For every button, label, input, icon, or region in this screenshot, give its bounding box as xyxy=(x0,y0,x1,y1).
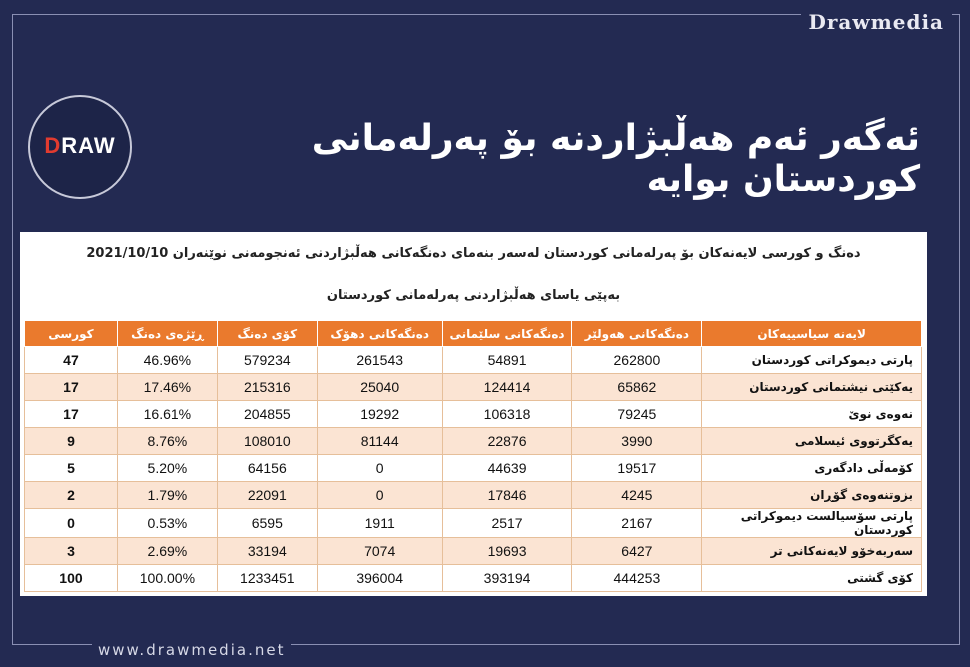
seats-cell: 0 xyxy=(25,509,118,538)
logo-word xyxy=(44,133,115,159)
total-votes-cell: 22091 xyxy=(217,482,317,509)
vote-share-cell: 8.76% xyxy=(117,428,217,455)
header-erbil: دەنگەکانی هەولێر xyxy=(572,321,702,347)
sheet-title: دەنگ و کورسی لایەنەکان بۆ پەرلەمانی کوردستان لەسەر بنەمای دەنگەکانی هەڵبژاردنی ئەنجومەنی نوێنەران 2021/10/10 xyxy=(86,246,861,261)
party-cell: یەکێتی نیشتمانی کوردستان xyxy=(702,374,922,401)
total-votes-cell: 108010 xyxy=(217,428,317,455)
header-duhok: دەنگەکانی دهۆک xyxy=(317,321,442,347)
erbil-cell: 65862 xyxy=(572,374,702,401)
header-vote-share: ڕێژەی دەنگ xyxy=(117,321,217,347)
results-table xyxy=(24,320,922,592)
table-row xyxy=(25,482,922,509)
total-votes-cell: 579234 xyxy=(217,347,317,374)
table-row xyxy=(25,374,922,401)
table-header-row xyxy=(25,321,922,347)
total-votes-cell: 64156 xyxy=(217,455,317,482)
logo-letters: RAW xyxy=(61,133,116,158)
seats-cell: 9 xyxy=(25,428,118,455)
erbil-cell: 79245 xyxy=(572,401,702,428)
header-party: لایەنە سیاسییەکان xyxy=(702,321,922,347)
results-sheet xyxy=(20,232,927,596)
vote-share-cell: 17.46% xyxy=(117,374,217,401)
sheet-subtitle: بەپێی یاسای هەڵبژاردنی پەرلەمانی کوردستان xyxy=(326,288,621,303)
total-votes-cell: 6595 xyxy=(217,509,317,538)
sulaymaniyah-cell: 22876 xyxy=(442,428,572,455)
logo-letter-d: D xyxy=(44,133,62,158)
draw-logo xyxy=(28,95,132,199)
erbil-cell: 6427 xyxy=(572,538,702,565)
duhok-cell: 396004 xyxy=(317,565,442,592)
seats-cell: 3 xyxy=(25,538,118,565)
duhok-cell: 1911 xyxy=(317,509,442,538)
sulaymaniyah-cell: 124414 xyxy=(442,374,572,401)
seats-cell: 17 xyxy=(25,401,118,428)
duhok-cell: 261543 xyxy=(317,347,442,374)
sulaymaniyah-cell: 19693 xyxy=(442,538,572,565)
erbil-cell: 2167 xyxy=(572,509,702,538)
vote-share-cell: 1.79% xyxy=(117,482,217,509)
seats-cell: 17 xyxy=(25,374,118,401)
table-row xyxy=(25,401,922,428)
party-cell: کۆی گشتی xyxy=(702,565,922,592)
brand-name: Drawmedia xyxy=(801,10,952,34)
duhok-cell: 25040 xyxy=(317,374,442,401)
party-cell: سەربەخۆو لایەنەکانی تر xyxy=(702,538,922,565)
duhok-cell: 81144 xyxy=(317,428,442,455)
sulaymaniyah-cell: 54891 xyxy=(442,347,572,374)
headline: ئەگەر ئەم هەڵبژاردنە بۆ پەرلەمانی کوردستان بوایە xyxy=(311,118,920,200)
table-row xyxy=(25,455,922,482)
total-votes-cell: 215316 xyxy=(217,374,317,401)
header-total-votes: کۆی دەنگ xyxy=(217,321,317,347)
erbil-cell: 262800 xyxy=(572,347,702,374)
total-votes-cell: 204855 xyxy=(217,401,317,428)
sulaymaniyah-cell: 17846 xyxy=(442,482,572,509)
footer-url: www.drawmedia.net xyxy=(92,641,291,659)
seats-cell: 47 xyxy=(25,347,118,374)
vote-share-cell: 46.96% xyxy=(117,347,217,374)
vote-share-cell: 16.61% xyxy=(117,401,217,428)
seats-cell: 5 xyxy=(25,455,118,482)
duhok-cell: 7074 xyxy=(317,538,442,565)
party-cell: پارتی سۆسیالست دیموکراتی کوردستان xyxy=(702,509,922,538)
party-cell: بزوتنەوەی گۆڕان xyxy=(702,482,922,509)
table-row xyxy=(25,347,922,374)
erbil-cell: 4245 xyxy=(572,482,702,509)
party-cell: نەوەی نوێ xyxy=(702,401,922,428)
erbil-cell: 3990 xyxy=(572,428,702,455)
table-row xyxy=(25,538,922,565)
sulaymaniyah-cell: 393194 xyxy=(442,565,572,592)
seats-cell: 2 xyxy=(25,482,118,509)
vote-share-cell: 5.20% xyxy=(117,455,217,482)
vote-share-cell: 0.53% xyxy=(117,509,217,538)
erbil-cell: 444253 xyxy=(572,565,702,592)
vote-share-cell: 2.69% xyxy=(117,538,217,565)
header-seats: کورسی xyxy=(25,321,118,347)
sulaymaniyah-cell: 44639 xyxy=(442,455,572,482)
party-cell: کۆمەڵی دادگەری xyxy=(702,455,922,482)
header-sulaymaniyah: دەنگەکانی سلێمانی xyxy=(442,321,572,347)
duhok-cell: 0 xyxy=(317,455,442,482)
seats-cell: 100 xyxy=(25,565,118,592)
duhok-cell: 0 xyxy=(317,482,442,509)
total-votes-cell: 1233451 xyxy=(217,565,317,592)
table-row xyxy=(25,565,922,592)
party-cell: یەکگرتووی ئیسلامی xyxy=(702,428,922,455)
vote-share-cell: 100.00% xyxy=(117,565,217,592)
sulaymaniyah-cell: 106318 xyxy=(442,401,572,428)
total-votes-cell: 33194 xyxy=(217,538,317,565)
party-cell: پارتی دیموکراتی کوردستان xyxy=(702,347,922,374)
sulaymaniyah-cell: 2517 xyxy=(442,509,572,538)
table-row xyxy=(25,509,922,538)
duhok-cell: 19292 xyxy=(317,401,442,428)
table-row xyxy=(25,428,922,455)
erbil-cell: 19517 xyxy=(572,455,702,482)
